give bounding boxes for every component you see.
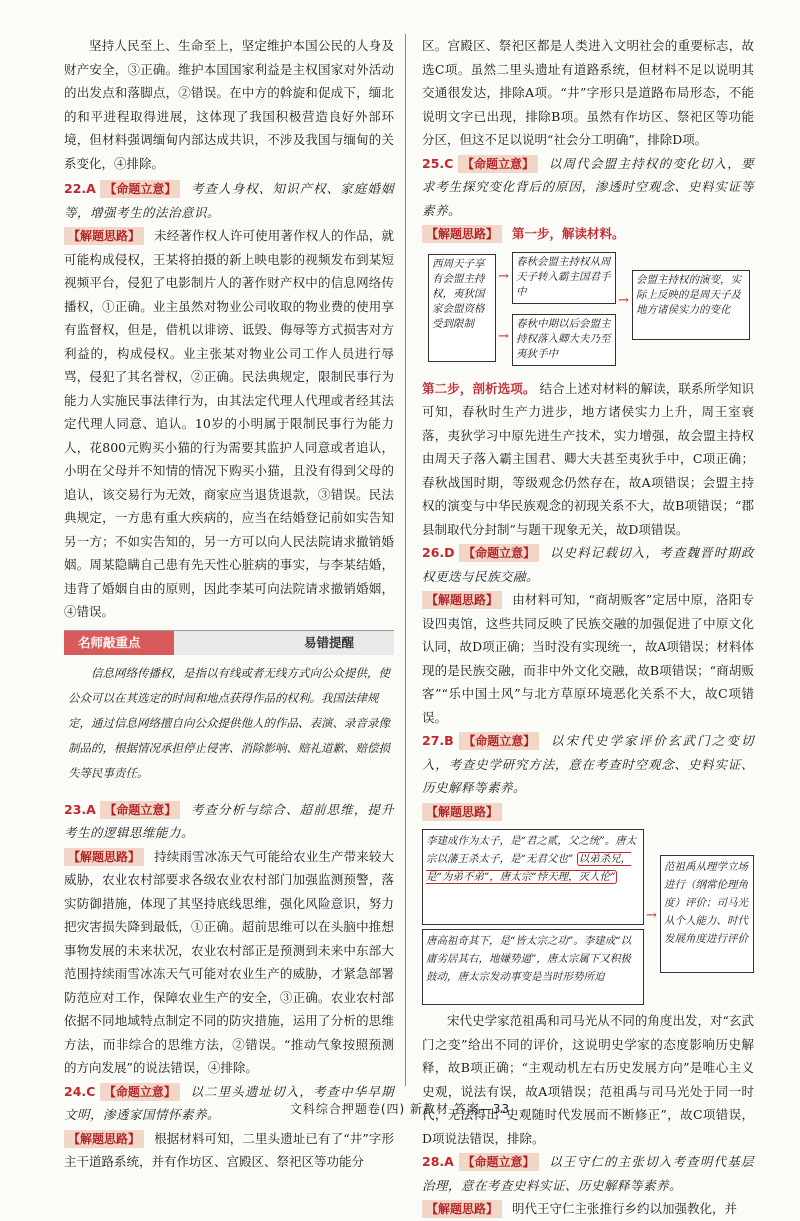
teacher-tip-box [64,630,394,790]
q22-analysis [64,224,394,624]
diagram-box-conclusion: 会盟主持权的演变，实际上反映的是周天子及地方诸侯实力的变化 [632,270,750,340]
analysis-tag: 【解题思路】 [422,225,502,243]
analysis-tag: 【解题思路】 [422,803,502,821]
analysis-tag: 【解题思路】 [64,1130,144,1148]
analysis-text: 根据材料可知，二里头遗址已有了“井”字形主干道路系统，并有作坊区、宫殿区、祭祀区等功能分 [64,1130,394,1169]
intent-text: 以二里头遗址切入，考查中华早期文明，渗透家国情怀素养。 [64,1083,394,1122]
analysis-tag: 【解题思路】 [64,227,144,245]
q24-continuation: 区。宫殿区、祭祀区都是人类进入文明社会的重要标志，故选C项。虽然二里头遗址有道路系统，但材料不足以说明其交通很发达，排除A项。“井”字形只是道路布局形态，不能说明文字已出现，排除B项。虽然有作坊区、祭祀区等功能分区，但这不足以说明“社会分工明确”，排除D项。 [422,38,754,147]
arrow-icon: → [498,328,509,344]
quote-a: 李建成作为太子，是“君之贰，父之统”。唐太宗以藩王杀太子，是“无君父也” [426,835,637,865]
intent-tag: 【命题立意】 [100,801,180,819]
analysis-text: 未经著作权人许可使用著作权人的作品，就可能构成侵权，王某将拍摄的新上映电影的视频发布到某短视频平台，侵犯了电影制片人的著作财产权中的信息网络传播权，①正确。业主虽然对物业公司收取的物业费的使用享有监督权，但是，借机以诽谤、诋毁、侮辱等方式损害对方利益的，构成侵权。业主张某对物业公司工作人员进行辱骂，侵犯了其名誉权，②正确。民法典规定，限制民事行为能力人实施民事法律行为，由其法定代理人代理或者经其法定代理人同意、追认。10岁的小明属于限制民事行为能力人，花800元购买小猫的行为需要其监护人同意或者追认，小明在父母并不知情的情况下购买小猫，且没有得到父母的追认，该交易行为无效，商家应当退货退款，③错误。民法典规定，一方患有重大疾病的，应当在结婚登记前如实告知另一方；不如实告知的，另一方可以向人民法院请求撤销婚姻。周某隐瞒自己患有先天性心脏病的事实，与李某结婚，违背了婚姻自由的原则，因此李某可向法院请求撤销婚姻，④错误。 [64,228,394,619]
analysis-text: 明代王守仁主张推行乡约以加强教化，并 [512,1201,738,1216]
step-one: 第一步，解读材料。 [512,226,625,241]
intent-tag: 【命题立意】 [459,732,539,750]
q28-header [422,1150,754,1197]
analysis-tag: 【解题思路】 [422,591,502,609]
intent-tag: 【命题立意】 [100,180,180,198]
arrow-icon: → [646,908,657,923]
question-number: 22.A [64,181,96,196]
right-column [422,34,754,1221]
question-number: 26.D [422,545,455,560]
intent-text: 以王守仁的主张切入考查明代基层治理，意在考查史料实证、历史解释等素养。 [422,1154,754,1193]
analysis-tag: 【解题思路】 [64,848,144,866]
q25-header [422,152,754,223]
column-divider [405,34,406,1086]
intent-text: 以史料记载切入，考查魏晋时期政权更迭与民族交融。 [422,545,754,584]
note-box: 范祖禹从理学立场进行（纲常伦理角度）评价；司马光从个人能力、时代发展角度进行评价 [660,855,754,973]
q25-step1 [422,222,754,246]
analysis-text: 由材料可知，“商胡贩客”定居中原，洛阳专设四夷馆，这些共同反映了民族交融的加强促进了中原文化认同，故D项正确；当时没有实现统一，故A项错误；材料体现的是民族交融，而非中外文化交融，故B项错误；“商胡贩客”“乐中国土风”与北方草原环境恶化关系不大，故C项错误。 [422,592,754,725]
left-column [64,34,394,1174]
q27-step [422,800,754,824]
intent-text: 考查分析与综合、超前思维，提升考生的逻辑思维能力。 [64,801,394,840]
tip-label: 易错提醒 [303,634,354,650]
page-footer: 文科综合押题卷(四) 新教材 答案—33 [289,1102,511,1116]
question-number: 23.A [64,801,96,817]
tip-header [64,631,394,655]
quote-box-fan-zuyu [422,829,644,925]
analysis-diagram [422,248,754,373]
intent-text: 以宋代史学家评价玄武门之变切入，考查史学研究方法，意在考查时空观念、史料实证、历史解释等素养。 [422,733,754,795]
q25-step2 [422,377,754,542]
question-number: 27.B [422,733,454,748]
q26-header [422,541,754,588]
question-number: 28.A [422,1154,454,1169]
arrow-icon: → [618,292,629,308]
q27-analysis: 宋代史学家范祖禹和司马光从不同的角度出发，对“玄武门之变”给出不同的评价，这说明史学家的态度影响历史解释，故B项正确；“主观动机左右历史发展方向”是唯心主义史观，说法有误，故A项错误；范祖禹与司马光处于同一时代，无法得出“史观随时代发展而不断修正”，故C项错误，D项说法错误，排除。 [422,1013,754,1146]
diagram-box-mid-spring-autumn: 春秋中期以后会盟主持权落入卿大夫乃至夷狄手中 [512,314,616,366]
intent-tag: 【命题立意】 [459,1153,539,1171]
q27-header [422,729,754,800]
intent-tag: 【命题立意】 [458,155,538,173]
tip-body: 信息网络传播权，是指以有线或者无线方式向公众提供，使公众可以在其选定的时间和地点获得作品的权利。我国法律规定，通过信息网络擅自向公众提供他人的作品、表演、录音录像制品的，根据情况承担停止侵害、消除影响、赔礼道歉、赔偿损失等民事责任。 [68,665,390,780]
step-two: 第二步，剖析选项。 [422,380,536,396]
quote-box-sima-guang: 唐高祖奇其下，是“皆太宗之功”。李建成“以庸劣居其右，地嫌势逼”，唐太宗属下又积极鼓动，唐太宗发动事变是当时形势所迫 [422,929,644,1005]
question-number: 24.C [64,1083,96,1099]
intent-tag: 【命题立意】 [100,1083,180,1101]
analysis-text: 持续雨雪冰冻天气可能给农业生产带来较大威胁，农业农村部要求各级农业农村部门加强监测预警，落实防御措施，体现了其坚持底线思维，强化风险意识，努力把灾害损失降到最低，①正确。超前思维可以在头脑中推想事物发展的未来状况，农业农村部正是预测到未来中东部大范围持续雨雪冰冻天气可能对农业生产的威胁，才紧急部署防范应对工作，保障农业生产的安全，③正确。农业农村部依据不同地域特点制定不同的防灾措施，运用了分析的思维方法，而非综合的思维方法，②错误。“推动气象按照预测的方向发展”的说法错误，④排除。 [64,848,394,1075]
q28-analysis [422,1197,754,1221]
arrow-icon: → [498,268,509,284]
intent-text: 考查人身权、知识产权、家庭婚姻等，增强考生的法治意识。 [64,181,394,220]
analysis-text: 结合上述对材料的解读，联系所学知识可知，春秋时生产力进步，地方诸侯实力上升，周王室衰落，夷狄学习中原先进生产技术，实力增强，故会盟主持权由周天子落入霸主国君、卿大夫甚至夷狄手中，C项正确；春秋战国时期，等级观念仍然存在，故A项错误；会盟主持权的演变与中华民族观念的初现关系不大，故B项错误；“郡县制取代分封制”与题干现象无关，故D项错误。 [422,380,754,537]
analysis-tag: 【解题思路】 [422,1200,502,1218]
question-number: 25.C [422,155,454,171]
tip-title: 名师敲重点 [78,634,141,650]
q21-continuation: 坚持人民至上、生命至上，坚定维护本国公民的人身及财产安全，③正确。维护本国国家利益是主权国家对外活动的出发点和落脚点，②错误。在中方的斡旋和促成下，缅北的和平进程取得进展，这体现了我国积极营造良好外部环境，但材料强调缅甸内部达成共识，不涉及我国与缅甸的关系变化，④排除。 [64,38,394,171]
q23-header [64,798,394,845]
quote-b: 以弟杀兄，是“为弟不弟”，唐太宗“悖天理，灭人伦” [426,853,632,883]
q23-analysis [64,845,394,1080]
diagram-box-west-zhou: 西周天子享有会盟主持权，夷狄国家会盟资格受到限制 [428,254,496,362]
diagram-box-spring-autumn: 春秋会盟主持权从周天子转入霸主国君手中 [512,252,616,304]
historian-quote-diagram [422,827,754,1005]
q24-analysis [64,1127,394,1174]
q26-analysis [422,588,754,729]
intent-text: 以周代会盟主持权的变化切入，要求考生探究变化背后的原因，渗透时空观念、史料实证等素养。 [422,155,754,218]
q22-header [64,177,394,224]
intent-tag: 【命题立意】 [459,544,539,562]
